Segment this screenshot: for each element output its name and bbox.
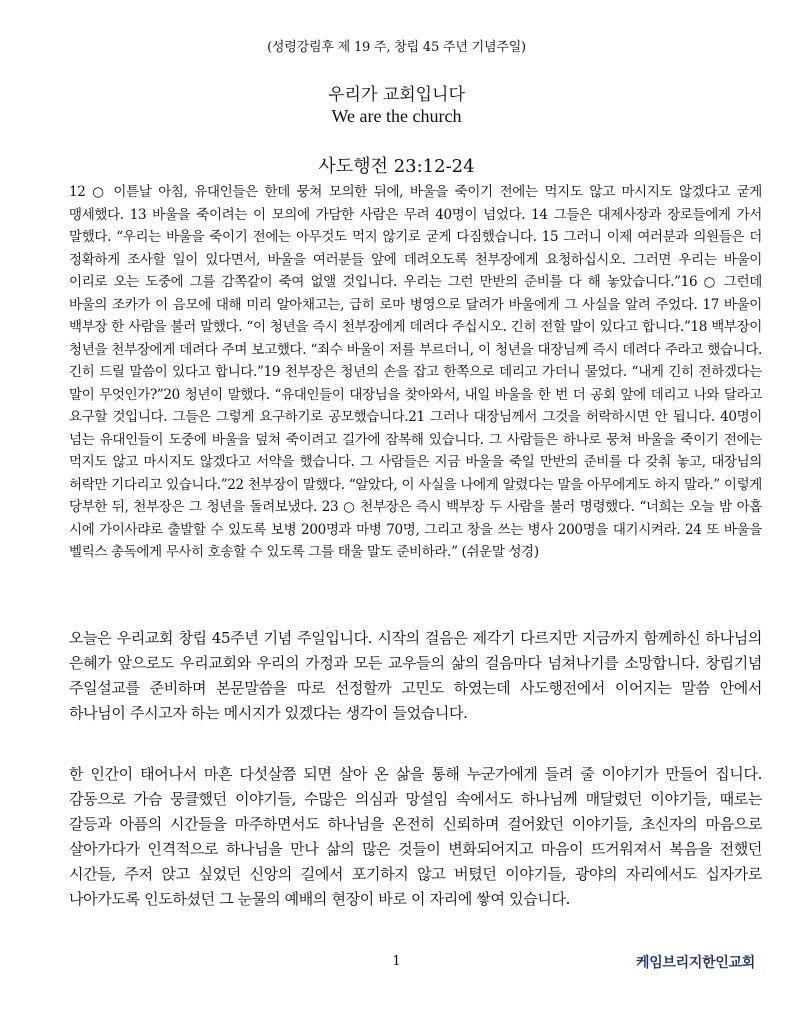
sermon-paragraph-2: 한 인간이 태어나서 마흔 다섯살쯤 되면 살아 온 삶을 통해 누군가에게 들려 줄 이야기가 만들어 집니다. 감동으로 가슴 뭉클했던 이야기들, 수많은 의심과 망설임 속에서도 하나님께 매달렸던 이야기들, 때로는 갈등과 아픔의 시간들을 마주하면서도 하나님을 온전히 신뢰하며 걸어왔던 이야기들, 초신자의 마음으로 살아가다가 인격적으로 하나님을 만나 삶의 많은 것들이 변화되어지고 마음이 뜨거워져서 복음을 전했던 시간들, 주저 앉고 싶었던 신앙의 길에서 포기하지 않고 버텼던 이야기들, 광야의 자리에서도 십자가로 나아가도록 인도하셨던 그 눈물의 예배의 현장이 바로 이 자리에 쌓여 있습니다. [69,765,762,908]
scripture-reference: 사도행전 23:12-24 [318,156,475,177]
sermon-title-english: We are the church [331,106,462,126]
sermon-paragraph-1: 오늘은 우리교회 창립 45주년 기념 주일입니다. 시작의 걸음은 제각기 다르지만 지금까지 함께하신 하나님의 은혜가 앞으로도 우리교회와 우리의 가정과 모든 교우들의 삶의 걸음마다 넘쳐나기를 소망합니다. 창립기념 주일설교를 준비하며 본문말씀을 따로 선정할까 고민도 하였는데 사도행전에서 이어지는 말씀 안에서 하나님이 주시고자 하는 메시지가 있겠다는 생각이 들었습니다. [69,629,762,722]
scripture-passage: 12 ○ 이튿날 아침, 유대인들은 한데 뭉쳐 모의한 뒤에, 바울을 죽이기 전에는 먹지도 않고 마시지도 않겠다고 굳게 맹세했다. 13 바울을 죽이려는 이 모의에 가담한 사람은 무려 40명이 넘었다. 14 그들은 대제사장과 장로들에게 가서 말했다. “우리는 바울을 죽이기 전에는 아무것도 먹지 않기로 굳게 다짐했습니다. 15 그러니 이제 여러분과 의원들은 더 정확하게 조사할 일이 있다면서, 바울을 여러분들 앞에 데려오도록 천부장에게 요청하십시오. 그러면 우리는 바울이 이리로 오는 도중에 그를 감쪽같이 죽여 없앨 것입니다. 우리는 그런 만반의 준비를 다 해 놓았습니다.”16 ○ 그런데 바울의 조카가 이 음모에 대해 미리 알아채고는, 급히 로마 병영으로 달려가 바울에게 그 사실을 알려 주었다. 17 바울이 백부장 한 사람을 불러 말했다. “이 청년을 즉시 천부장에게 데려다 주십시오. 긴히 전할 말이 있다고 합니다.”18 백부장이 청년을 천부장에게 데려다 주며 보고했다. “죄수 바울이 저를 부르더니, 이 청년을 대장님께 즉시 데려다 주라고 했습니다. 긴히 드릴 말씀이 있다고 합니다.”19 천부장은 청년의 손을 잡고 한쪽으로 데리고 가더니 물었다. “내게 긴히 전하겠다는 말이 무엇인가?”20 청년이 말했다. “유대인들이 대장님을 찾아와서, 내일 바울을 한 번 더 공회 앞에 데리고 나와 달라고 요구할 것입니다. 그들은 그렇게 요구하기로 공모했습니다.21 그러나 대장님께서 그것을 허락하시면 안 됩니다. 40명이 넘는 유대인들이 도중에 바울을 덮쳐 죽이려고 길가에 잠복해 있습니다. 그 사람들은 하나로 뭉쳐 바울을 죽이기 전에는 먹지도 않고 마시지도 않겠다고 서약을 했습니다. 그 사람들은 지금 바울을 죽일 만반의 준비를 다 갖춰 놓고, 대장님의 허락만 기다리고 있습니다.”22 천부장이 말했다. “알았다, 이 사실을 나에게 알렸다는 말을 아무에게도 하지 말라.” 이렇게 당부한 뒤, 천부장은 그 청년을 돌려보냈다. 23 ○ 천부장은 즉시 백부장 두 사람을 불러 명령했다. “너희는 오늘 밤 아홉 시에 가이사랴로 출발할 수 있도록 보병 200명과 마병 70명, 그리고 창을 쓰는 병사 200명을 대기시켜라. 24 또 바울을 벨릭스 총독에게 무사히 호송할 수 있도록 그를 태울 말도 준비하라.” (쉬운말 성경) [69,184,762,560]
sermon-title-korean: 우리가 교회입니다 [328,85,465,105]
page-number: 1 [392,954,401,969]
church-name-footer: 케임브리지한인교회 [635,955,755,971]
occasion-subtitle: (성령강림후 제 19 주, 창립 45 주년 기념주일) [267,40,526,55]
